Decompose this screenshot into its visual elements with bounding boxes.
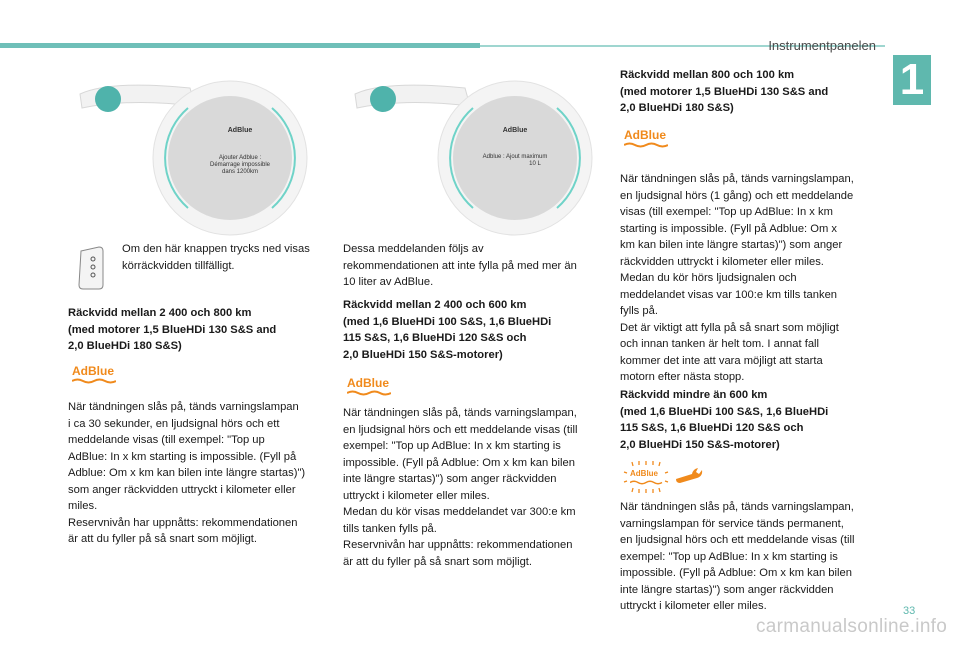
range-heading-right-1: Räckvidd mellan 800 och 100 km (med motorer 1,5 BlueHDi 130 S&S and 2,0 BlueHDi 180 S&S) xyxy=(620,69,829,114)
body-text-right-1: När tändningen slås på, tänds varningslampan, en ljudsignal hörs (1 gång) och ett meddelande visas (till exempel: "Top up AdBlue: In x km starting is impossible. (Fyll på Adblue: Om x km kan bilen inte längre startas)") som anger räckvidden uttryckt i kilometer eller miles. Medan du kör hörs ljudsignalen och meddelandet visas var 100:e km tills tanken fylls på. Det är viktigt att fylla på så snart som möjligt och innan tanken är helt tom. I annat fall kommer det inte att vara möjligt att starta motorn efter nästa stopp. xyxy=(620,173,854,383)
section-title: Instrumentpanelen xyxy=(768,38,876,53)
adblue-warning-icon: AdBlue xyxy=(347,376,391,396)
gauge-message-line: 10 L xyxy=(529,161,541,167)
adblue-warning-icon: AdBlue xyxy=(624,128,668,148)
adblue-alert-icon: AdBlue xyxy=(622,460,672,494)
watermark: carmanualsonline.info xyxy=(756,616,948,637)
body-text-left: När tändningen slås på, tänds varningslampan i ca 30 sekunder, en ljudsignal hörs och ett meddelande visas (till exempel: "Top up AdBlue: In x km starting is impossible. (Fyll på Adblue: Om x km kan bilen inte längre startas)") som anger räckvidden uttryckt i kilometer eller miles. Reservnivån har uppnåtts: rekommendationen är att du fyller på så snart som möjligt. xyxy=(68,401,306,545)
range-heading-middle: Räckvidd mellan 2 400 och 600 km (med 1,6 BlueHDi 100 S&S, 1,6 BlueHDi 115 S&S, 1,6 BlueHDi 120 S&S och 2,0 BlueHDi 150 S&S-motorer) xyxy=(343,299,552,361)
adblue-warning-icon: AdBlue xyxy=(72,364,116,384)
wave-icon xyxy=(72,378,116,384)
gauge-adblue-logo: AdBlue xyxy=(227,127,253,134)
gauge-message-line: Ajouter Adblue : xyxy=(218,155,262,161)
wave-icon xyxy=(624,142,668,148)
wrench-icon xyxy=(674,466,704,484)
gauge-message-line: dans 1200km xyxy=(221,169,259,175)
gauge-adblue-logo: AdBlue xyxy=(502,127,528,134)
page-number: 33 xyxy=(903,605,916,617)
range-heading-right-2: Räckvidd mindre än 600 km (med 1,6 BlueHDi 100 S&S, 1,6 BlueHDi 115 S&S, 1,6 BlueHDi 120 S&S och 2,0 BlueHDi 150 S&S-motorer) xyxy=(620,389,829,451)
wave-icon xyxy=(347,390,391,396)
gauge-message-line: Démarrage impossible xyxy=(209,162,271,168)
header-accent-bar xyxy=(0,43,480,48)
body-text-middle: När tändningen slås på, tänds varningslampan, en ljudsignal hörs och ett meddelande visas (till exempel: "Top up AdBlue: In x km starting is impossible. (Fyll på Adblue: Om x km kan bilen inte längre startas)") som anger räckvidden uttryckt i kilometer eller miles. Medan du kör visas meddelandet var 300:e km tills tanken fylls på. Reservnivån har uppnåtts: rekommendationen är att du fyller på så snart som möjligt. xyxy=(343,407,578,568)
trip-button-icon xyxy=(75,245,105,291)
body-text-right-2: När tändningen slås på, tänds varningslampan, varningslampan för service tänds permanent, en ljudsignal hörs och ett meddelande visas (till exempel: "Top up AdBlue: In x km starting is impossible. (Fyll på Adblue: Om x km kan bilen inte längre startas)") som anger räckvidden uttryckt i kilometer eller miles. xyxy=(620,501,855,612)
range-heading-left: Räckvidd mellan 2 400 och 800 km (med motorer 1,5 BlueHDi 130 S&S and 2,0 BlueHDi 180 S&S) xyxy=(68,307,277,352)
wave-icon xyxy=(630,480,664,485)
chapter-number: 1 xyxy=(893,55,931,105)
intro-text-middle: Dessa meddelanden följs av rekommendationen att inte fylla på med mer än 10 liter av AdBlue. xyxy=(343,243,577,288)
button-note: Om den här knappen trycks ned visas körräckvidden tillfälligt. xyxy=(122,243,310,272)
gauge-message-line: Adblue : Ajout maximum xyxy=(482,154,548,160)
